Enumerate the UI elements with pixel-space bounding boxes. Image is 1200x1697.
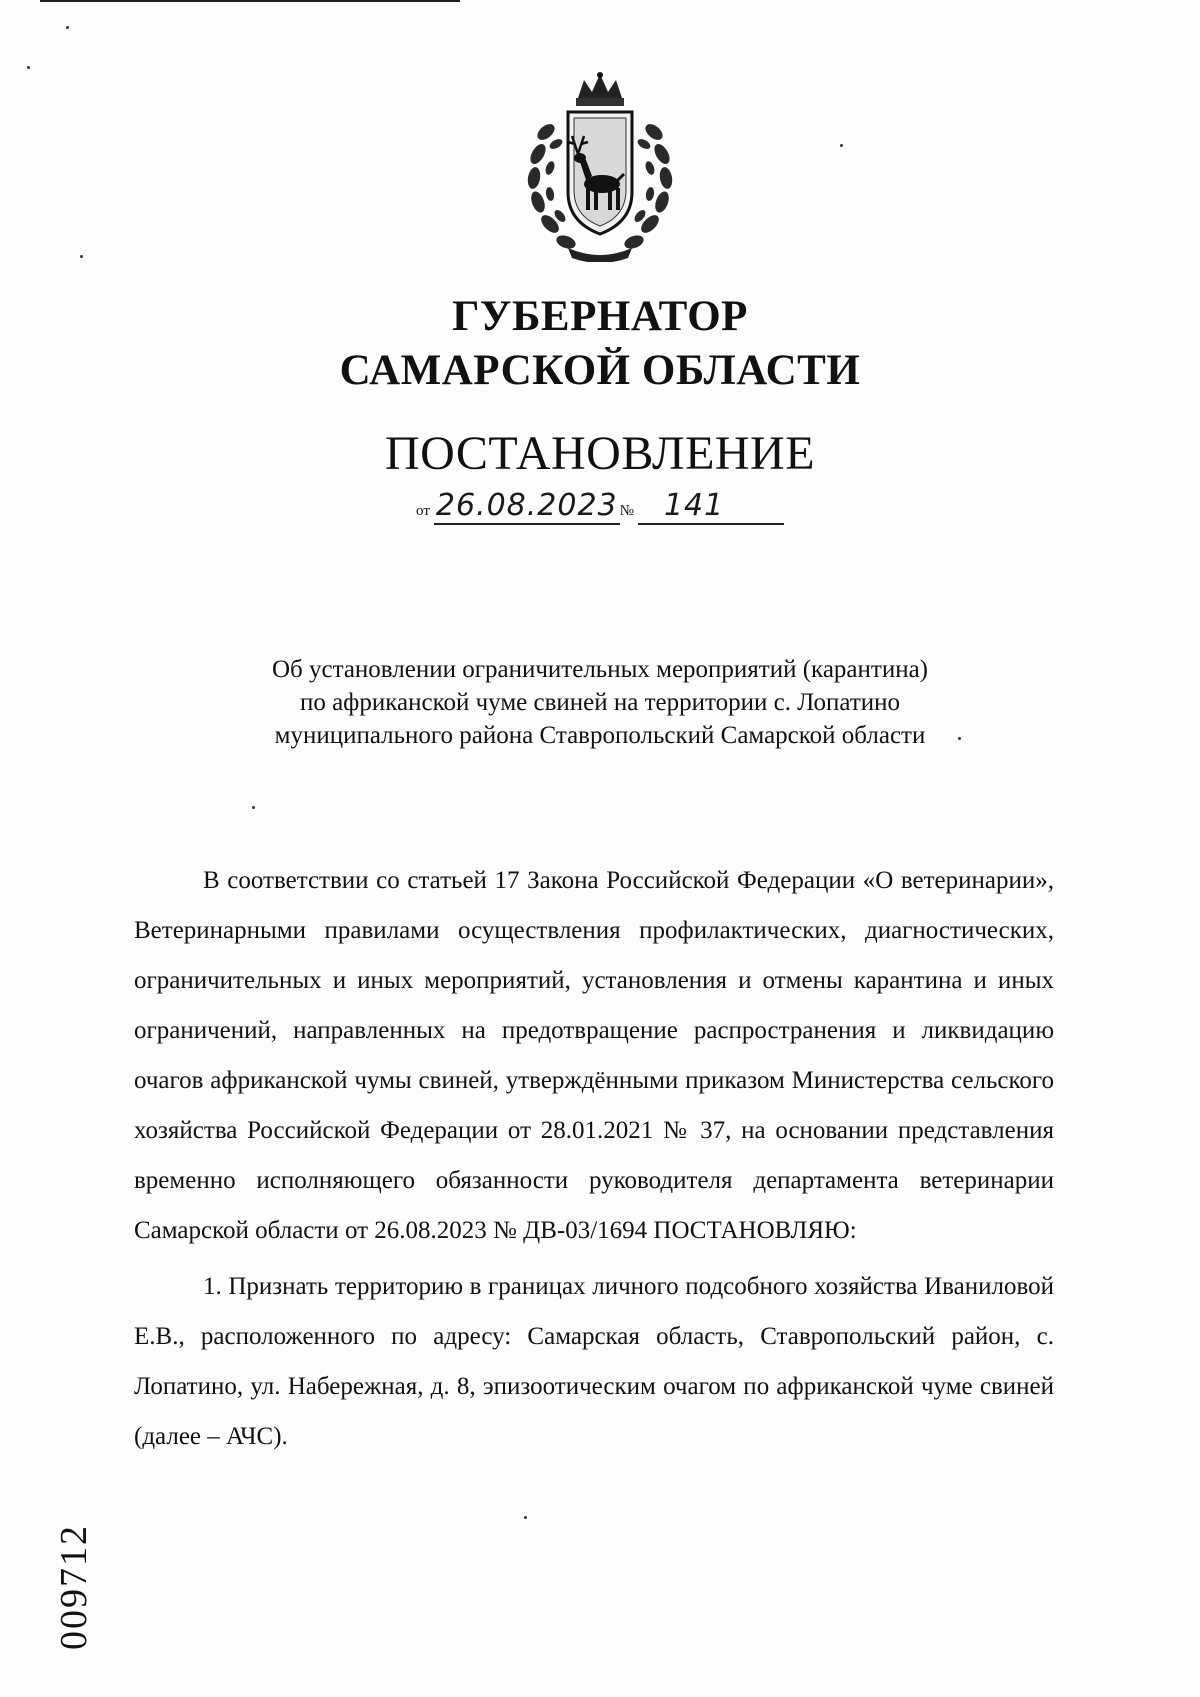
number-field (638, 488, 784, 525)
date-from-label: от (416, 503, 430, 519)
date-number-line (0, 488, 1200, 525)
document-subject (0, 653, 1200, 752)
subject-line-2: по африканской чуме свиней на территории с. Лопатино (299, 689, 901, 716)
body-paragraph-2: 1. Признать территорию в границах личного подсобного хозяйства Иваниловой Е.В., расположенного по адресу: Самарская область, Ставропольский район, с. Лопатино, ул. Набережная, д. 8, эпизоотическим очагом по африканской чуме свиней (далее – АЧС). (134, 1273, 1054, 1450)
scan-top-rule (40, 0, 460, 2)
number-label: № (619, 503, 634, 519)
authority-title-line2: САМАРСКОЙ ОБЛАСТИ (339, 347, 861, 394)
side-serial-number: 009712 (53, 1524, 95, 1650)
document-body (134, 856, 1054, 1462)
handwritten-number: 141 (663, 488, 725, 523)
document-header (0, 290, 1200, 484)
samara-coat-of-arms-icon (510, 72, 690, 262)
document-type-title: ПОСТАНОВЛЕНИЕ (384, 427, 816, 480)
coat-of-arms-emblem (510, 72, 690, 262)
handwritten-date: 26.08.2023 (435, 488, 618, 523)
date-field (434, 488, 620, 525)
subject-line-3: муниципального района Ставропольский Самарской области (274, 722, 926, 749)
authority-title-line1: ГУБЕРНАТОР (452, 293, 748, 340)
body-paragraph-1: В соответствии со статьей 17 Закона Российской Федерации «О ветеринарии», Ветеринарными правилами осуществления профилактических, диагностических, ограничительных и иных мероприятий, установления и отмены карантина и иных ограничений, направленных на предотвращение распространения и ликвидацию очагов африканской чумы свиней, утверждёнными приказом Министерства сельского хозяйства Российской Федерации от 28.01.2021 № 37, на основании представления временно исполняющего обязанности руководителя департамента ветеринарии Самарской области от 26.08.2023 № ДВ-03/1694 ПОСТАНОВЛЯЮ: (134, 867, 1054, 1244)
subject-line-1: Об установлении ограничительных мероприятий (карантина) (271, 656, 929, 683)
